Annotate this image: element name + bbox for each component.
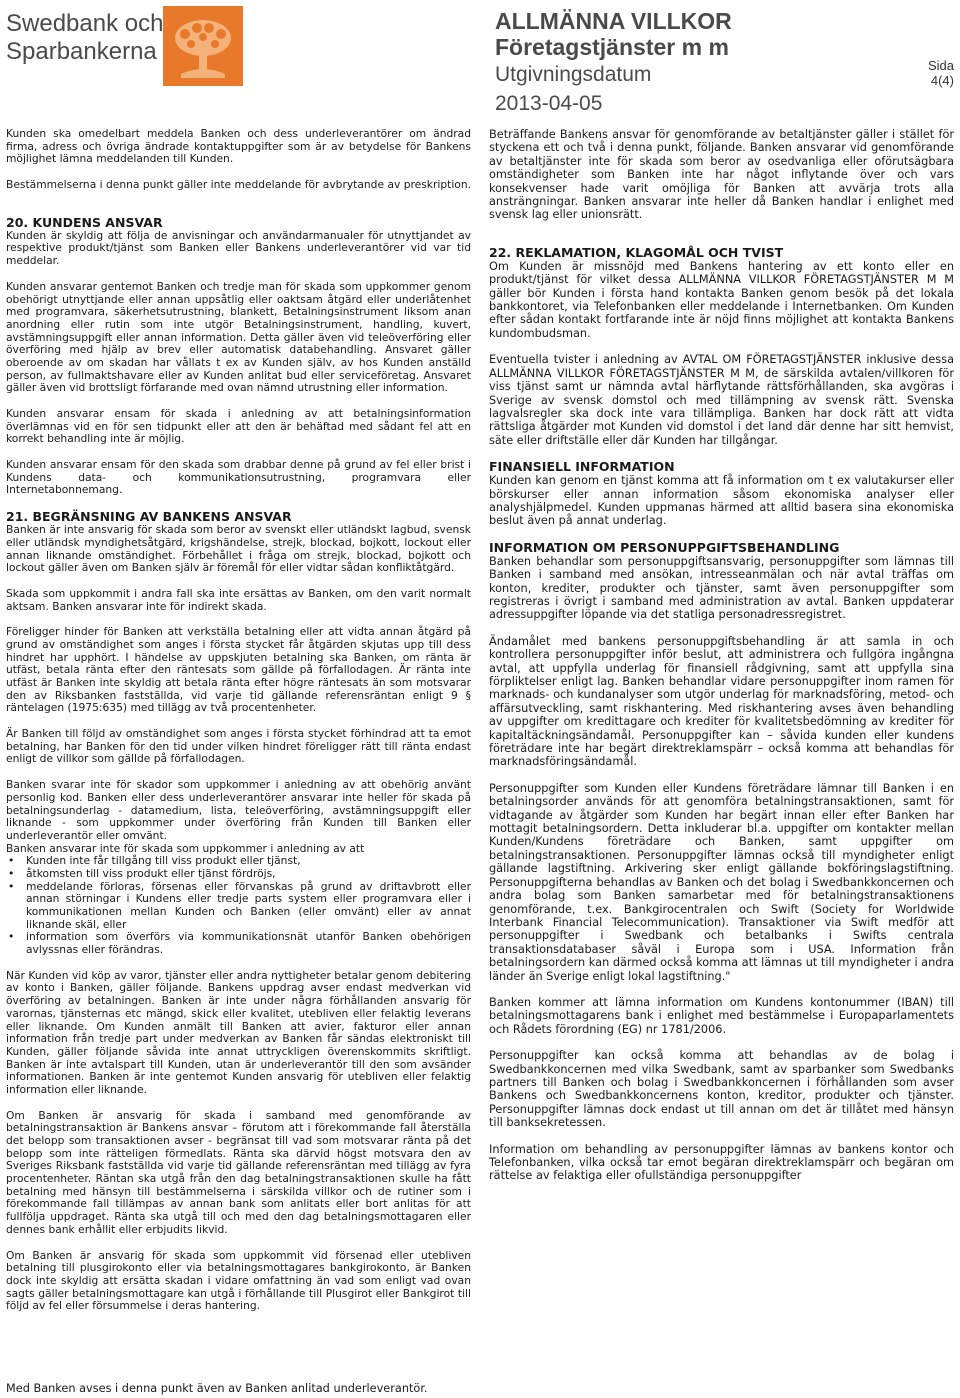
section-heading-21: 21. BEGRÄNSNING AV BANKENS ANSVAR [6, 509, 292, 525]
paragraph: Bestämmelserna i denna punkt gäller inte meddelande för avbrytande av preskription. [6, 178, 472, 192]
paragraph: Beträffande Bankens ansvar för genomförande av betaltjänster gäller i stället för styckena ett och två i denna punkt, följande. Banken ansvarar vid genomförande av betaltjänster inte för skada som beror av osedvanliga eller oförutsägbara omständigheter som Banken inte har något inflytande över och vars konsekvenser hade varit omöjliga för Banken att avvärja trots alla ansträngningar. Banken ansvarar inte heller då Banken handlar i enlighet med svensk lag eller unionsrätt. [489, 128, 954, 222]
document-title-block [495, 8, 732, 118]
paragraph: Kunden ansvarar ensam för skada i anledning av att betalningsinformation överlämnas vid en för sen tidpunkt eller att den är behäftad med sådant fel att en korrekt behandling inte är möjlig. [6, 407, 471, 446]
logo-line-2: Sparbankerna [6, 38, 157, 65]
paragraph: När Kunden vid köp av varor, tjänster eller andra nyttigheter betalar genom debitering av konto i Banken, gäller följande. Bankens uppdrag avser endast medverkan vid överföring av betalningen. Banken är inte under några förhållanden ansvarig för varornas, tjänsternas etc mängd, skick eller kvalitet, utebliven eller felaktig leverans eller liknande. Om Kunden anmält till Banken att avier, fakturor eller annan information från tredje part under medverkan av Banken får sändas elektroniskt till Kunden, gäller följande såvida inte annat uttryckligen överenskommits skriftligt. Banken är inte avtalspart till Kunden, utan är underleverantör till den som avsänder informationen. Banken är inte gentemot Kunden ansvarig för utebliven eller felaktig information eller liknande. [6, 968, 471, 1096]
liability-bullet-list [6, 855, 471, 957]
paragraph: Information om behandling av personuppgifter lämnas av bankens kontor och Telefonbanken, vilka också tar emot begäran direktreklamspärr och begäran om rättelse av felaktiga eller ofullständiga personuppgifter [489, 1142, 954, 1183]
right-column [489, 128, 954, 1196]
issue-date-value: 2013-04-05 [495, 92, 603, 115]
paragraph: Är Banken till följd av omständighet som anges i första stycket förhindrad att ta emot betalning, har Banken för den tid under vilken hindret föreligger rätt till ränta endast enligt de villkor som gällde på förfallodagen. [6, 727, 471, 766]
paragraph: Kunden ska omedelbart meddela Banken och dess underleverantörer om ändrad firma, adress och övriga ändrade kontaktuppgifter som är av betydelse för Bankens möjlighet lämna meddelanden till Kunden. [6, 127, 471, 166]
paragraph: Om Banken är ansvarig för skada som uppkommit vid försenad eller utebliven betalning till plusgirokonto eller via betalningsmottagares bankgirokonto, är Banken dock inte skyldig att ersätta skadan i vidare omfattning än vad som enligt vad ovan sagts gäller betalningsmottagare kan utgå i förhållande till Plusgirot eller Bankgirot till följd av fel eller försummelse i deras hantering. [6, 1248, 471, 1313]
section-heading-20: 20. KUNDENS ANSVAR [6, 214, 163, 230]
paragraph: Banken behandlar som personuppgiftsansvarig, personuppgifter som lämnas till Banken i samband med ansökan, intresseanmälan och när avtal träffas om konton, krediter, produkter och tjänster, samt även personuppgifter som registreras i övrigt i samband med administration av avtal. Banken uppdaterar adressuppgifter löpande via det statliga personadressregistret. [489, 554, 954, 622]
page-number [928, 58, 954, 88]
section-heading-financial-info: FINANSIELL INFORMATION [489, 459, 675, 475]
issue-date-label: Utgivningsdatum [495, 63, 652, 86]
document-subtitle: Företagstjänster m m [495, 34, 729, 60]
paragraph: Ändamålet med bankens personuppgiftsbehandling är att samla in och kontrollera personuppgifter inför beslut, att administrera och fullgöra ingångna avtal, att uppfylla underlag för finansiell rådgivning, samt att uppfylla sina förpliktelser enligt lag. Banken behandlar vidare personuppgifter inom ramen för marknads- och kundanalyser som utgör underlag för marknadsföring, metod- och affärsutveckling, samt riskhantering. Med riskhantering avses även behandling av uppgifter om kredittagare och krediter för kvalitetsbedömning av krediter för kapitaltäckningsändamål. Personuppgifter kan – såvida kunden eller kundens företrädare inte har begärt direktreklamspärr – också komma att behandlas för marknadsföringsändamål. [489, 634, 954, 769]
left-column [6, 128, 471, 1326]
list-item: • information som överförs via kommunikationsnät utanför Banken obehörigen avlyssnas eller förändras. [6, 931, 471, 956]
paragraph: Skada som uppkommit i andra fall ska inte ersättas av Banken, om den varit normalt aktsam. Banken ansvarar inte för indirekt skada. [6, 586, 471, 613]
paragraph: Banken ansvarar inte för skada som uppkommer i anledning av att [6, 841, 365, 855]
paragraph: Kunden ansvarar gentemot Banken och tredje man för skada som uppkommer genom obehörigt utnyttjande eller annan uppsåtlig eller oaktsam åtgärd eller underlåtenhet med programvara, säkerhetsutrustning, blankett, Betalningsinstrument liksom anan anordning eller rutin som inte utgör Betalningsinstrument, handling, kuvert, avstämningsuppgift eller annan information. Detta gäller även vid teleöverföring eller överföring med hjälp av brev eller automatisk databehandling. Ansvaret gäller oberoende av om skadan har vållats t ex av Kunden själv, av hos Kunden anställd person, av fullmaktshavare eller av Kunden anlitat bud eller serviceföretag. Ansvaret gäller även vid brottsligt förfarande med ovan nämnd utrustning eller information. [6, 279, 471, 395]
paragraph: Om Kunden är missnöjd med Bankens hantering av ett konto eller en produkt/tjänst för vilket dessa ALLMÄNNA VILLKOR FÖRETAGSTJÄNSTER M M gäller bör Kunden i första hand kontakta Banken genom besök på det lokala bankkontoret, via Telefonbanken eller meddelande i Internetbanken. Om Kunden efter sådan kontakt fortfarande inte är nöjd finns möjlighet att kontakta Bankens kundombudsman. [489, 259, 954, 340]
oak-tree-logo-icon [163, 6, 243, 86]
paragraph: Kunden ansvarar ensam för den skada som drabbar denne på grund av fel eller brist i Kundens data- och kommunikationsutrustning, programvara eller Internetabonnemang. [6, 458, 471, 497]
list-item: • meddelande förloras, försenas eller förvanskas på grund av driftavbrott eller annan störningar i Kundens eller tredje parts system eller programvara eller i kommunikationen mellan Kunden och Banken (eller omvänt) eller av annat liknande skäl, eller [6, 881, 471, 932]
paragraph: Om Banken är ansvarig för skada i samband med genomförande av betalningstransaktion är Bankens ansvar – förutom att i förekommande fall återställa det belopp som transaktionen avser - begränsat till vad som motsvarar ränta på det belopp som inte rätteligen förmedlats. Ränta ska därvid högst motsvara den av Sveriges Riksbank fastställda vid varje tid gällande referensräntan med tillägg av fyra procentenheter. Räntan ska utgå från den dag betalningstransaktionen skulle ha fått betalning med hänsyn till bestämmelserna i särskilda villkor och de rutiner som i förekommande fall tillämpas av annan bank som anlitats eller bort anlitas för att fullfölja uppdraget. Ränta ska utgå till och med den dag betalningsmottagaren eller dennes bank erhållit eller erbjudits likvid. [6, 1108, 471, 1236]
bank-logo-text [6, 10, 163, 66]
footer-note: Med Banken avses i denna punkt även av Banken anlitad underleverantör. [6, 1382, 428, 1395]
page-value: 4(4) [930, 73, 954, 88]
paragraph: Banken kommer att lämna information om Kundens kontonummer (IBAN) till betalningsmottagarens bank i enlighet med bestämmelse i Europaparlamentets och Rådets förordning (EG) nr 1781/2006. [489, 995, 954, 1036]
logo-line-1: Swedbank och [6, 10, 164, 37]
page-label: Sida [927, 58, 954, 73]
list-item: • Kunden inte får tillgång till viss produkt eller tjänst, [6, 855, 471, 868]
list-item: • åtkomsten till viss produkt eller tjänst fördröjs, [6, 868, 471, 881]
paragraph: Personuppgifter som Kunden eller Kundens företrädare lämnar till Banken i en betalningsorder används för att genomföra betalningstransaktionen, samt för vidtagande av åtgärder som Kunden har begärt innan eller efter Banken har mottagit betalningsordern. Detta inkluderar bl.a. uppgifter om kontakter mellan Kunden/Kundens företrädare och Banken, samt uppgifter om betalningstransaktionen. Personuppgifter lämnas också till myndigheter enligt gällande lagstiftning. Arkivering sker enligt gällande bokföringslagstiftning. Personuppgifterna behandlas av Banken och det bolag i Swedbankkoncernen och andra bolag som Banken samarbetar med för betalningstransaktionens genomförande, t.ex. Bankgirocentralen och Swift (Society for Worldwide Interbank Financial Telecommunication). Transaktioner via Swift medför att personuppgifter i Swedbank och betalbanks i Swifts centrala transaktionsdatabaser såväl i Europa som i USA. Information från betalningsordern kan därmed också komma att lämnas ut till myndigheter i andra länder än Sverige enligt lokal lagstiftning." [489, 781, 954, 983]
paragraph: Eventuella tvister i anledning av AVTAL OM FÖRETAGSTJÄNSTER inklusive dessa ALLMÄNNA VILLKOR FÖRETAGSTJÄNSTER M M, de särskilda avtalen/villkoren för viss tjänst samt ur nämnda avtal härflytande rättsförhållanden, ska avgöras i Sverige av svensk domstol och med tillämpning av svensk rätt. Svenska lagvalsregler ska dock inte vara tillämpliga. Banken har dock rätt att vidta rättsliga åtgärder mot Kunden vid domstol i det land där denne har sitt hemvist, säte eller driftställe eller där Kunden har tillgångar. [489, 353, 954, 447]
document-title: ALLMÄNNA VILLKOR [495, 8, 732, 34]
paragraph: Kunden är skyldig att följa de anvisningar och användarmanualer för utnyttjandet av respektive produkt/tjänst som Banken eller Bankens underleverantörer vid var tid meddelar. [6, 228, 471, 268]
section-heading-personal-data: INFORMATION OM PERSONUPPGIFTSBEHANDLING [489, 539, 840, 555]
paragraph: Kunden kan genom en tjänst komma att få information om t ex valutakurser eller börskurser eller annan information såsom ekonomiska analyser eller analyshjälpmedel. Kunden uppmanas härmed att alltid basera sina ekonomiska beslut även på annat underlag. [489, 474, 954, 528]
paragraph: Föreligger hinder för Banken att verkställa betalning eller att vidta annan åtgärd på grund av omständighet som anges i första stycket får åtgärden skjutas upp till dess hindret har upphört. I händelse av uppskjuten betalning ska Banken, om ränta är utfäst, betala ränta efter den räntesats som gällde på förfallodagen. Är ränta inte utfäst är Banken inte skyldig att betala ränta efter högre räntesats än som motsvarar den av Riksbanken fastställda, vid varje tid gällande referensräntan enligt 9 § räntelagen (1975:635) med tillägg av två procentenheter. [6, 625, 471, 715]
paragraph: Personuppgifter kan också komma att behandlas av de bolag i Swedbankkoncernen med vilka Swedbank, samt av sparbanker som Swedbanks partners till Banken och bolag i Swedbankkoncernen i förhållanden som avser Bankens och Swedbankkoncernens konton, kreditor, produkter och tjänster. Personuppgifter lämnas dock endast ut till annan om det är tillåtet med hänsyn till banksekretessen. [489, 1049, 954, 1130]
paragraph: Banken är inte ansvarig för skada som beror av svenskt eller utländskt lagbud, svensk eller utländsk myndighetsåtgärd, krigshändelse, strejk, blockad, bojkott, lockout eller annan liknande omständighet. Förbehållet i fråga om strejk, blockad, bojkott och lockout gäller även om Banken själv är föremål för eller vidtar sådan konfliktåtgärd. [6, 523, 471, 575]
paragraph: Banken svarar inte för skador som uppkommer i anledning av att obehörig använt personlig kod. Banken eller dess underleverantörer ansvarar inte heller för skada på betalningsunderlag - datamedium, lista, teleöverföring, avstämningsuppgift eller liknande - som uppkommer under överföring från Kunden till Banken eller underleverantör eller omvänt. [6, 778, 471, 842]
section-heading-22: 22. REKLAMATION, KLAGOMÅL OCH TVIST [489, 244, 784, 260]
